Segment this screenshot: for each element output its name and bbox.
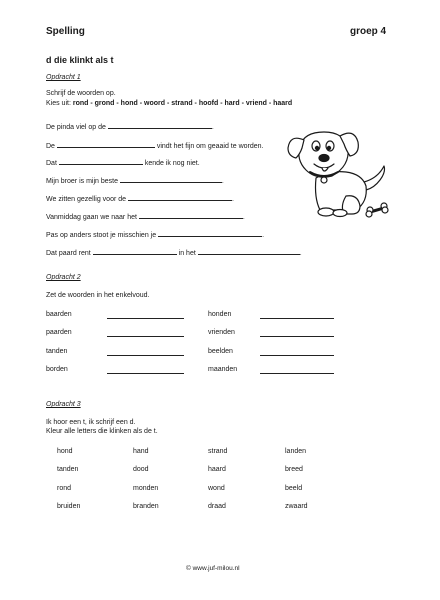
answer-line[interactable] — [260, 373, 334, 374]
sentence-3 — [46, 157, 200, 167]
plural-word: paarden — [46, 329, 72, 336]
plural-word: baarden — [46, 311, 72, 318]
sentence-1 — [46, 121, 214, 131]
sentence-2 — [46, 140, 263, 150]
sentence-text: kende ik nog niet. — [144, 160, 200, 167]
sentence-text: . — [221, 178, 224, 185]
sentence-text: De — [46, 143, 55, 150]
sentence-text: . — [262, 232, 265, 239]
plural-word: honden — [208, 311, 232, 318]
exercise-3-line-1: Ik hoor een t, ik schrijf een d. — [46, 419, 136, 426]
plural-word: tanden — [46, 348, 68, 355]
answer-blank[interactable] — [128, 193, 232, 201]
answer-blank[interactable] — [57, 140, 155, 148]
choices-prefix: Kies uit: — [46, 100, 71, 107]
sentence-text: in het — [178, 250, 196, 257]
word-cell[interactable]: hand — [133, 448, 149, 455]
exercise-3-line-2: Kleur alle letters die klinken als de t. — [46, 428, 158, 435]
answer-blank[interactable] — [120, 175, 222, 183]
word-cell[interactable]: dood — [133, 466, 149, 473]
exercise-3-title: Opdracht 3 — [46, 401, 81, 408]
exercise-1-choices — [46, 100, 292, 107]
header-title: Spelling — [46, 26, 85, 37]
word-cell[interactable]: tanden — [57, 466, 79, 473]
exercise-2-title: Opdracht 2 — [46, 274, 81, 281]
plural-word: borden — [46, 366, 68, 373]
sentence-text: . — [242, 214, 245, 221]
answer-blank[interactable] — [158, 229, 265, 239]
plural-word: maanden — [208, 366, 238, 373]
word-cell[interactable]: monden — [133, 485, 159, 492]
sentence-6 — [46, 211, 245, 221]
exercise-1-title: Opdracht 1 — [46, 74, 81, 81]
answer-blank[interactable] — [139, 211, 243, 219]
word-cell[interactable]: landen — [285, 448, 307, 455]
sentence-8 — [46, 247, 302, 257]
answer-line[interactable] — [107, 355, 184, 356]
answer-line[interactable] — [107, 336, 184, 337]
answer-line[interactable] — [260, 336, 334, 337]
answer-blank[interactable] — [93, 247, 177, 255]
word-cell[interactable]: breed — [285, 466, 303, 473]
sentence-text: Mijn broer is mijn beste — [46, 178, 118, 185]
answer-line[interactable] — [260, 355, 334, 356]
answer-blank[interactable] — [108, 121, 212, 129]
word-cell[interactable]: hond — [57, 448, 73, 455]
answer-blank[interactable] — [198, 247, 300, 255]
sentence-text: Pas op anders stoot je misschien je — [46, 232, 157, 239]
answer-line[interactable] — [107, 373, 184, 374]
sentence-text: . — [211, 124, 214, 131]
word-cell[interactable]: haard — [208, 466, 226, 473]
sentence-text: De pinda viel op de — [46, 124, 106, 131]
sentence-text: Dat — [46, 160, 57, 167]
sentence-5 — [46, 193, 234, 203]
answer-line[interactable] — [260, 318, 334, 319]
answer-line[interactable] — [107, 318, 184, 319]
choices-list: rond - grond - hond - woord - strand - hoofd - hard - vriend - haard — [72, 100, 293, 107]
sentence-text: Dat paard rent — [46, 250, 91, 257]
dog-illustration — [286, 126, 394, 222]
footer-credit: © www.juf-milou.nl — [186, 565, 240, 572]
plural-word: vrienden — [208, 329, 235, 336]
word-cell[interactable]: zwaard — [285, 503, 308, 510]
plural-word: beelden — [208, 348, 233, 355]
sentence-text: Vanmiddag gaan we naar het — [46, 214, 137, 221]
exercise-2-instruction: Zet de woorden in het enkelvoud. — [46, 292, 150, 299]
word-cell[interactable]: wond — [208, 485, 225, 492]
sentence-text: . — [299, 250, 302, 257]
page-subtitle: d die klinkt als t — [46, 55, 114, 65]
word-cell[interactable]: draad — [208, 503, 226, 510]
word-cell[interactable]: bruiden — [57, 503, 81, 510]
word-cell[interactable]: beeld — [285, 485, 303, 492]
word-cell[interactable]: branden — [133, 503, 159, 510]
sentence-4 — [46, 175, 224, 185]
sentence-7 — [46, 229, 264, 239]
exercise-1-instruction: Schrijf de woorden op. — [46, 90, 116, 97]
answer-blank[interactable] — [59, 157, 143, 165]
sentence-text: . — [231, 196, 234, 203]
header-group: groep 4 — [350, 26, 387, 37]
sentence-text: We zitten gezellig voor de — [46, 196, 127, 203]
sentence-text: vindt het fijn om geaaid te worden. — [156, 143, 264, 150]
word-cell[interactable]: rond — [57, 485, 72, 492]
word-cell[interactable]: strand — [208, 448, 228, 455]
